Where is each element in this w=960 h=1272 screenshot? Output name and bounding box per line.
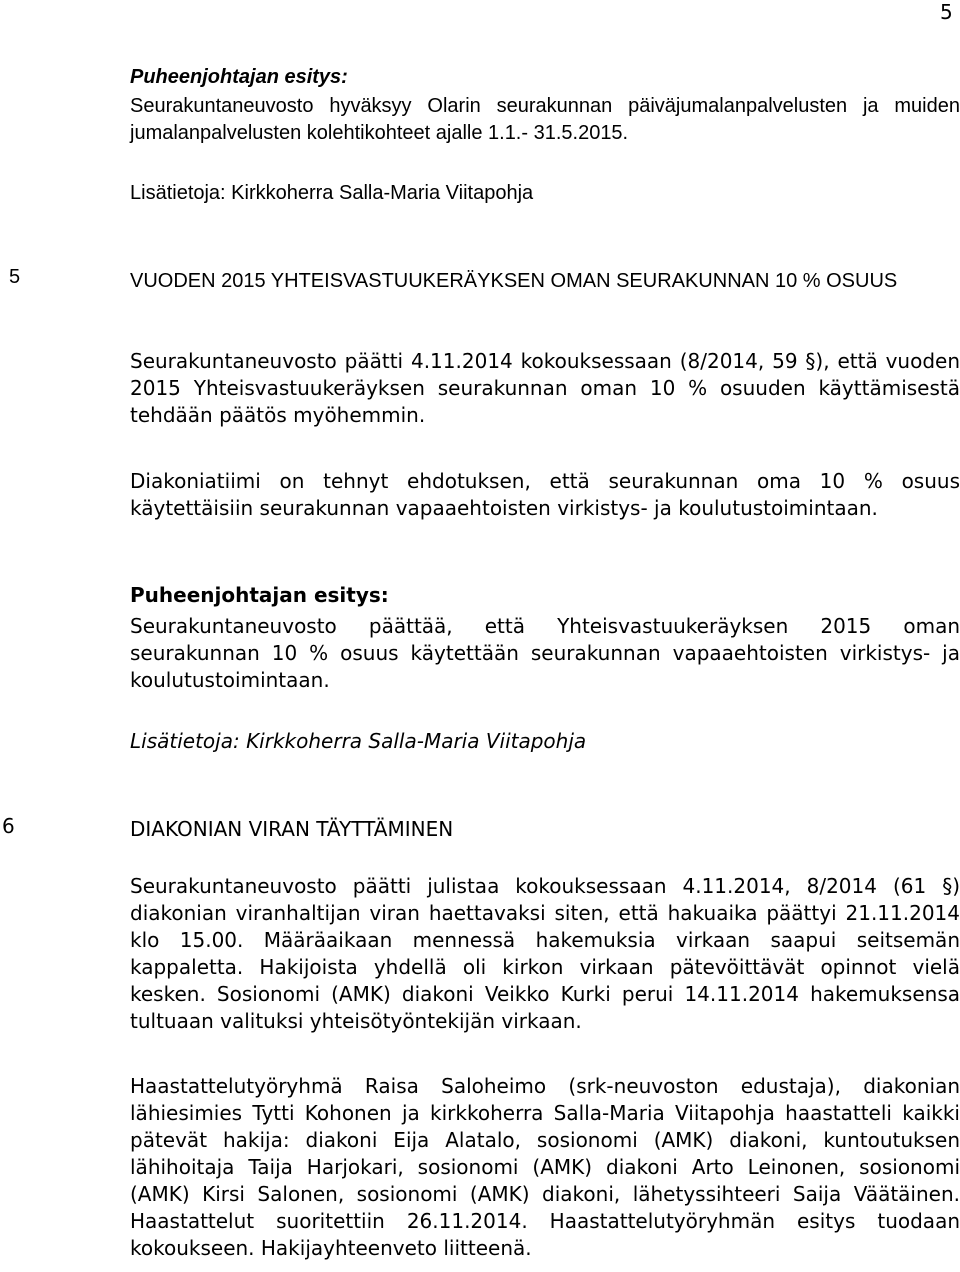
chair-proposal-text: Seurakuntaneuvosto hyväksyy Olarin seurakunnan päiväjumalanpalvelusten ja muiden jumalanpalvelusten kolehtikohteet ajalle 1.1.- 31.5.2015. bbox=[130, 95, 960, 144]
chair-proposal-heading: Puheenjohtajan esitys: bbox=[130, 583, 389, 607]
chair-proposal-heading: Puheenjohtajan esitys: bbox=[130, 66, 348, 88]
section-number: 5 bbox=[9, 266, 21, 288]
page-number: 5 bbox=[940, 0, 953, 24]
section-title: VUODEN 2015 YHTEISVASTUUKERÄYKSEN OMAN SEURAKUNNAN 10 % OSUUS bbox=[130, 270, 898, 292]
section6-paragraph-2: Haastattelutyöryhmä Raisa Saloheimo (srk-neuvoston edustaja), diakonian lähiesimies Tytti Kohonen ja kirkkoherra Salla-Maria Viitapohja haastatteli kaikki pätevät hakija: diakoni Eija Alatalo, sosionomi (AMK) diakoni, kuntoutuksen lähihoitaja Taija Harjokari, sosionomi (AMK) diakoni Arto Leinonen, sosionomi (AMK) Kirsi Salonen, sosionomi (AMK) diakoni, lähetyssihteeri Saija Väätäinen. Haastattelut suoritettiin 26.11.2014. Haastattelutyöryhmän esitys tuodaan kokoukseen. Hakijayhteenveto liitteenä. bbox=[130, 1074, 960, 1260]
proposal-block-kolehti bbox=[130, 64, 960, 147]
info-line: Lisätietoja: Kirkkoherra Salla-Maria Viitapohja bbox=[130, 182, 534, 204]
section5-proposal-block bbox=[130, 582, 960, 694]
section5-paragraph-1: Seurakuntaneuvosto päätti 4.11.2014 kokouksessaan (8/2014, 59 §), että vuoden 2015 Yhteisvastuukeräyksen seurakunnan oman 10 % osuuden käyttämisestä tehdään päätös myöhemmin. bbox=[130, 349, 960, 427]
info-line: Lisätietoja: Kirkkoherra Salla-Maria Viitapohja bbox=[130, 729, 587, 753]
section5-paragraph-2: Diakoniatiimi on tehnyt ehdotuksen, että seurakunnan oma 10 % osuus käytettäisiin seurakunnan vapaaehtoisten virkistys- ja koulutustoimintaan. bbox=[130, 469, 960, 520]
section6-paragraph-1: Seurakuntaneuvosto päätti julistaa kokouksessaan 4.11.2014, 8/2014 (61 §) diakonian viranhaltijan viran haettavaksi siten, että hakuaika päättyi 21.11.2014 klo 15.00. Määräaikaan mennessä hakemuksia virkaan saapui seitsemän kappaletta. Hakijoista yhdellä oli kirkon virkaan pätevöittävät opinnot vielä kesken. Sosionomi (AMK) diakoni Veikko Kurki perui 14.11.2014 hakemuksensa tultuaan valituksi yhteisötyöntekijän virkaan. bbox=[130, 874, 960, 1033]
chair-proposal-text: Seurakuntaneuvosto päättää, että Yhteisvastuukeräyksen 2015 oman seurakunnan 10 % osuus käytettään seurakunnan vapaaehtoisten virkistys- ja koulutustoimintaan. bbox=[130, 614, 960, 692]
section-number: 6 bbox=[2, 814, 15, 838]
section-title: DIAKONIAN VIRAN TÄYTTÄMINEN bbox=[130, 817, 454, 841]
